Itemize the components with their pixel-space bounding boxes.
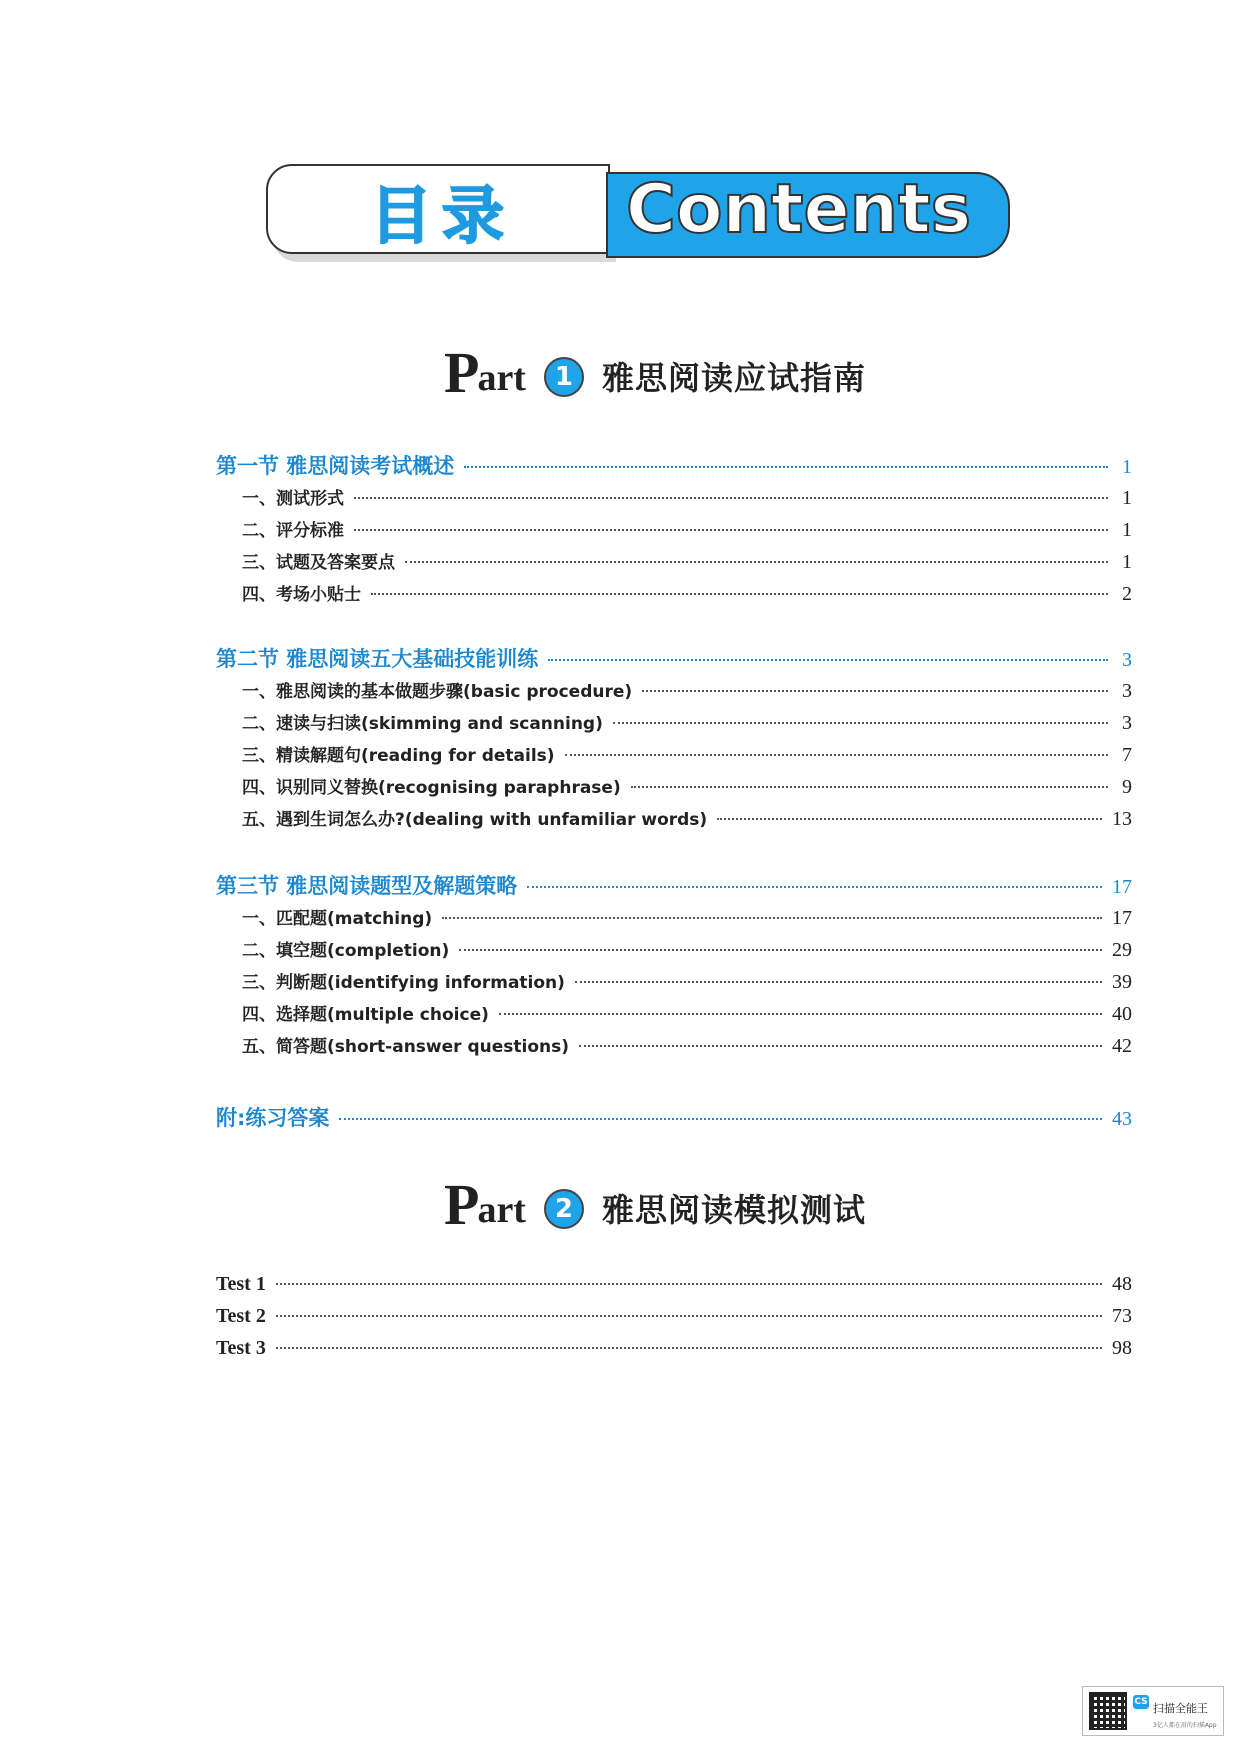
toc-item-row (216, 743, 1132, 768)
toc-item-row (216, 906, 1132, 931)
part1-heading (444, 340, 866, 405)
toc-entry-label: 二、填空题(completion) (242, 941, 450, 961)
dot-leader (642, 690, 1108, 692)
part2-title: 雅思阅读模拟测试 (601, 1191, 866, 1229)
toc-item-row (216, 807, 1132, 832)
dot-leader (631, 786, 1108, 788)
toc-item-row (216, 679, 1132, 704)
toc-entry-label: 一、匹配题(matching) (242, 909, 433, 929)
toc-entry-label: 一、雅思阅读的基本做题步骤(basic procedure) (242, 682, 633, 702)
toc-page-number: 48 (1112, 1273, 1132, 1295)
toc-item-row (216, 775, 1132, 800)
dot-leader (579, 1045, 1102, 1047)
qr-code-icon (1089, 1692, 1127, 1730)
toc-item-row (216, 1034, 1132, 1059)
toc-entry-label: 一、测试形式 (242, 489, 344, 509)
toc-item-row (216, 486, 1132, 511)
toc-page-number: 2 (1122, 583, 1132, 605)
dot-leader (717, 818, 1102, 820)
part1-number-badge: 1 (544, 357, 584, 397)
dot-leader (575, 981, 1102, 983)
dot-leader (276, 1283, 1102, 1285)
toc-item-row (216, 550, 1132, 575)
banner-title-chinese: 目录 (370, 179, 515, 252)
toc-entry-label: 第一节 雅思阅读考试概述 (216, 454, 455, 478)
toc-item-row (216, 711, 1132, 736)
dot-leader (276, 1347, 1102, 1349)
toc-page-number: 1 (1122, 551, 1132, 573)
dot-leader (339, 1118, 1102, 1120)
contents-banner (266, 160, 1016, 270)
part1-title: 雅思阅读应试指南 (601, 359, 866, 397)
toc-test-row (216, 1304, 1132, 1328)
toc-page-number: 39 (1112, 971, 1132, 993)
toc-test-row (216, 1272, 1132, 1296)
toc-section-row (216, 647, 1132, 672)
dot-leader (527, 886, 1102, 888)
toc-entry-label: 四、识别同义替换(recognising paraphrase) (242, 778, 621, 798)
camscanner-logo-icon: CS (1134, 1697, 1148, 1707)
toc-page-number: 29 (1112, 939, 1132, 961)
toc-item-row (216, 938, 1132, 963)
dot-leader (276, 1315, 1102, 1317)
scanner-watermark (1082, 1686, 1224, 1736)
part1-p-letter: P (444, 340, 480, 405)
toc-page-number: 17 (1112, 876, 1132, 898)
dot-leader (371, 593, 1108, 595)
toc-page-number: 3 (1122, 680, 1132, 702)
toc-item-row (216, 1002, 1132, 1027)
toc-page-number: 40 (1112, 1003, 1132, 1025)
dot-leader (354, 497, 1108, 499)
toc-page-number: 9 (1122, 776, 1132, 798)
part2-art: art (477, 1189, 526, 1231)
banner-title-english: Contents (626, 170, 972, 249)
toc-entry-label: 第三节 雅思阅读题型及解题策略 (216, 874, 518, 898)
toc-section-row (216, 874, 1132, 899)
toc-item-row (216, 970, 1132, 995)
toc-entry-label: 五、简答题(short-answer questions) (242, 1037, 570, 1057)
toc-entry-label: 三、判断题(identifying information) (242, 973, 565, 993)
toc-section-row (216, 1106, 1132, 1131)
toc-entry-label: 附:练习答案 (216, 1106, 330, 1130)
dot-leader (613, 722, 1108, 724)
part2-heading (444, 1172, 866, 1237)
toc-page-number: 98 (1112, 1337, 1132, 1359)
part1-art: art (477, 357, 526, 399)
toc-page-number: 13 (1112, 808, 1132, 830)
toc-entry-label: 二、速读与扫读(skimming and scanning) (242, 714, 603, 734)
toc-entry-label: 四、选择题(multiple choice) (242, 1005, 489, 1025)
toc-page-number: 43 (1112, 1108, 1132, 1130)
toc-page-number: 3 (1122, 712, 1132, 734)
toc-page-number: 1 (1122, 456, 1132, 478)
dot-leader (565, 754, 1108, 756)
toc-page-number: 1 (1122, 519, 1132, 541)
dot-leader (354, 529, 1108, 531)
toc-entry-label: 二、评分标准 (242, 521, 344, 541)
watermark-name: 扫描全能王 (1153, 1701, 1208, 1715)
toc-entry-label: 三、精读解题句(reading for details) (242, 746, 555, 766)
dot-leader (405, 561, 1108, 563)
dot-leader (499, 1013, 1102, 1015)
toc-entry-label: 四、考场小贴士 (242, 585, 361, 605)
toc-entry-label: Test 3 (216, 1337, 266, 1359)
toc-page-number: 7 (1122, 744, 1132, 766)
toc-page-number: 42 (1112, 1035, 1132, 1057)
toc-entry-label: 第二节 雅思阅读五大基础技能训练 (216, 647, 539, 671)
toc-page-number: 3 (1122, 649, 1132, 671)
dot-leader (459, 949, 1102, 951)
part2-p-letter: P (444, 1172, 480, 1237)
toc-page-number: 17 (1112, 907, 1132, 929)
toc-entry-label: Test 2 (216, 1305, 266, 1327)
part2-number-badge: 2 (544, 1189, 584, 1229)
toc-test-row (216, 1336, 1132, 1360)
toc-page-number: 1 (1122, 487, 1132, 509)
toc-item-row (216, 518, 1132, 543)
toc-entry-label: 三、试题及答案要点 (242, 553, 395, 573)
dot-leader (442, 917, 1102, 919)
dot-leader (464, 466, 1108, 468)
toc-entry-label: Test 1 (216, 1273, 266, 1295)
toc-item-row (216, 582, 1132, 607)
dot-leader (548, 659, 1108, 661)
toc-section-row (216, 454, 1132, 479)
watermark-tagline: 3亿人都在用的扫描App (1153, 1721, 1217, 1729)
toc-entry-label: 五、遇到生词怎么办?(dealing with unfamiliar words) (242, 810, 708, 830)
toc-page-number: 73 (1112, 1305, 1132, 1327)
